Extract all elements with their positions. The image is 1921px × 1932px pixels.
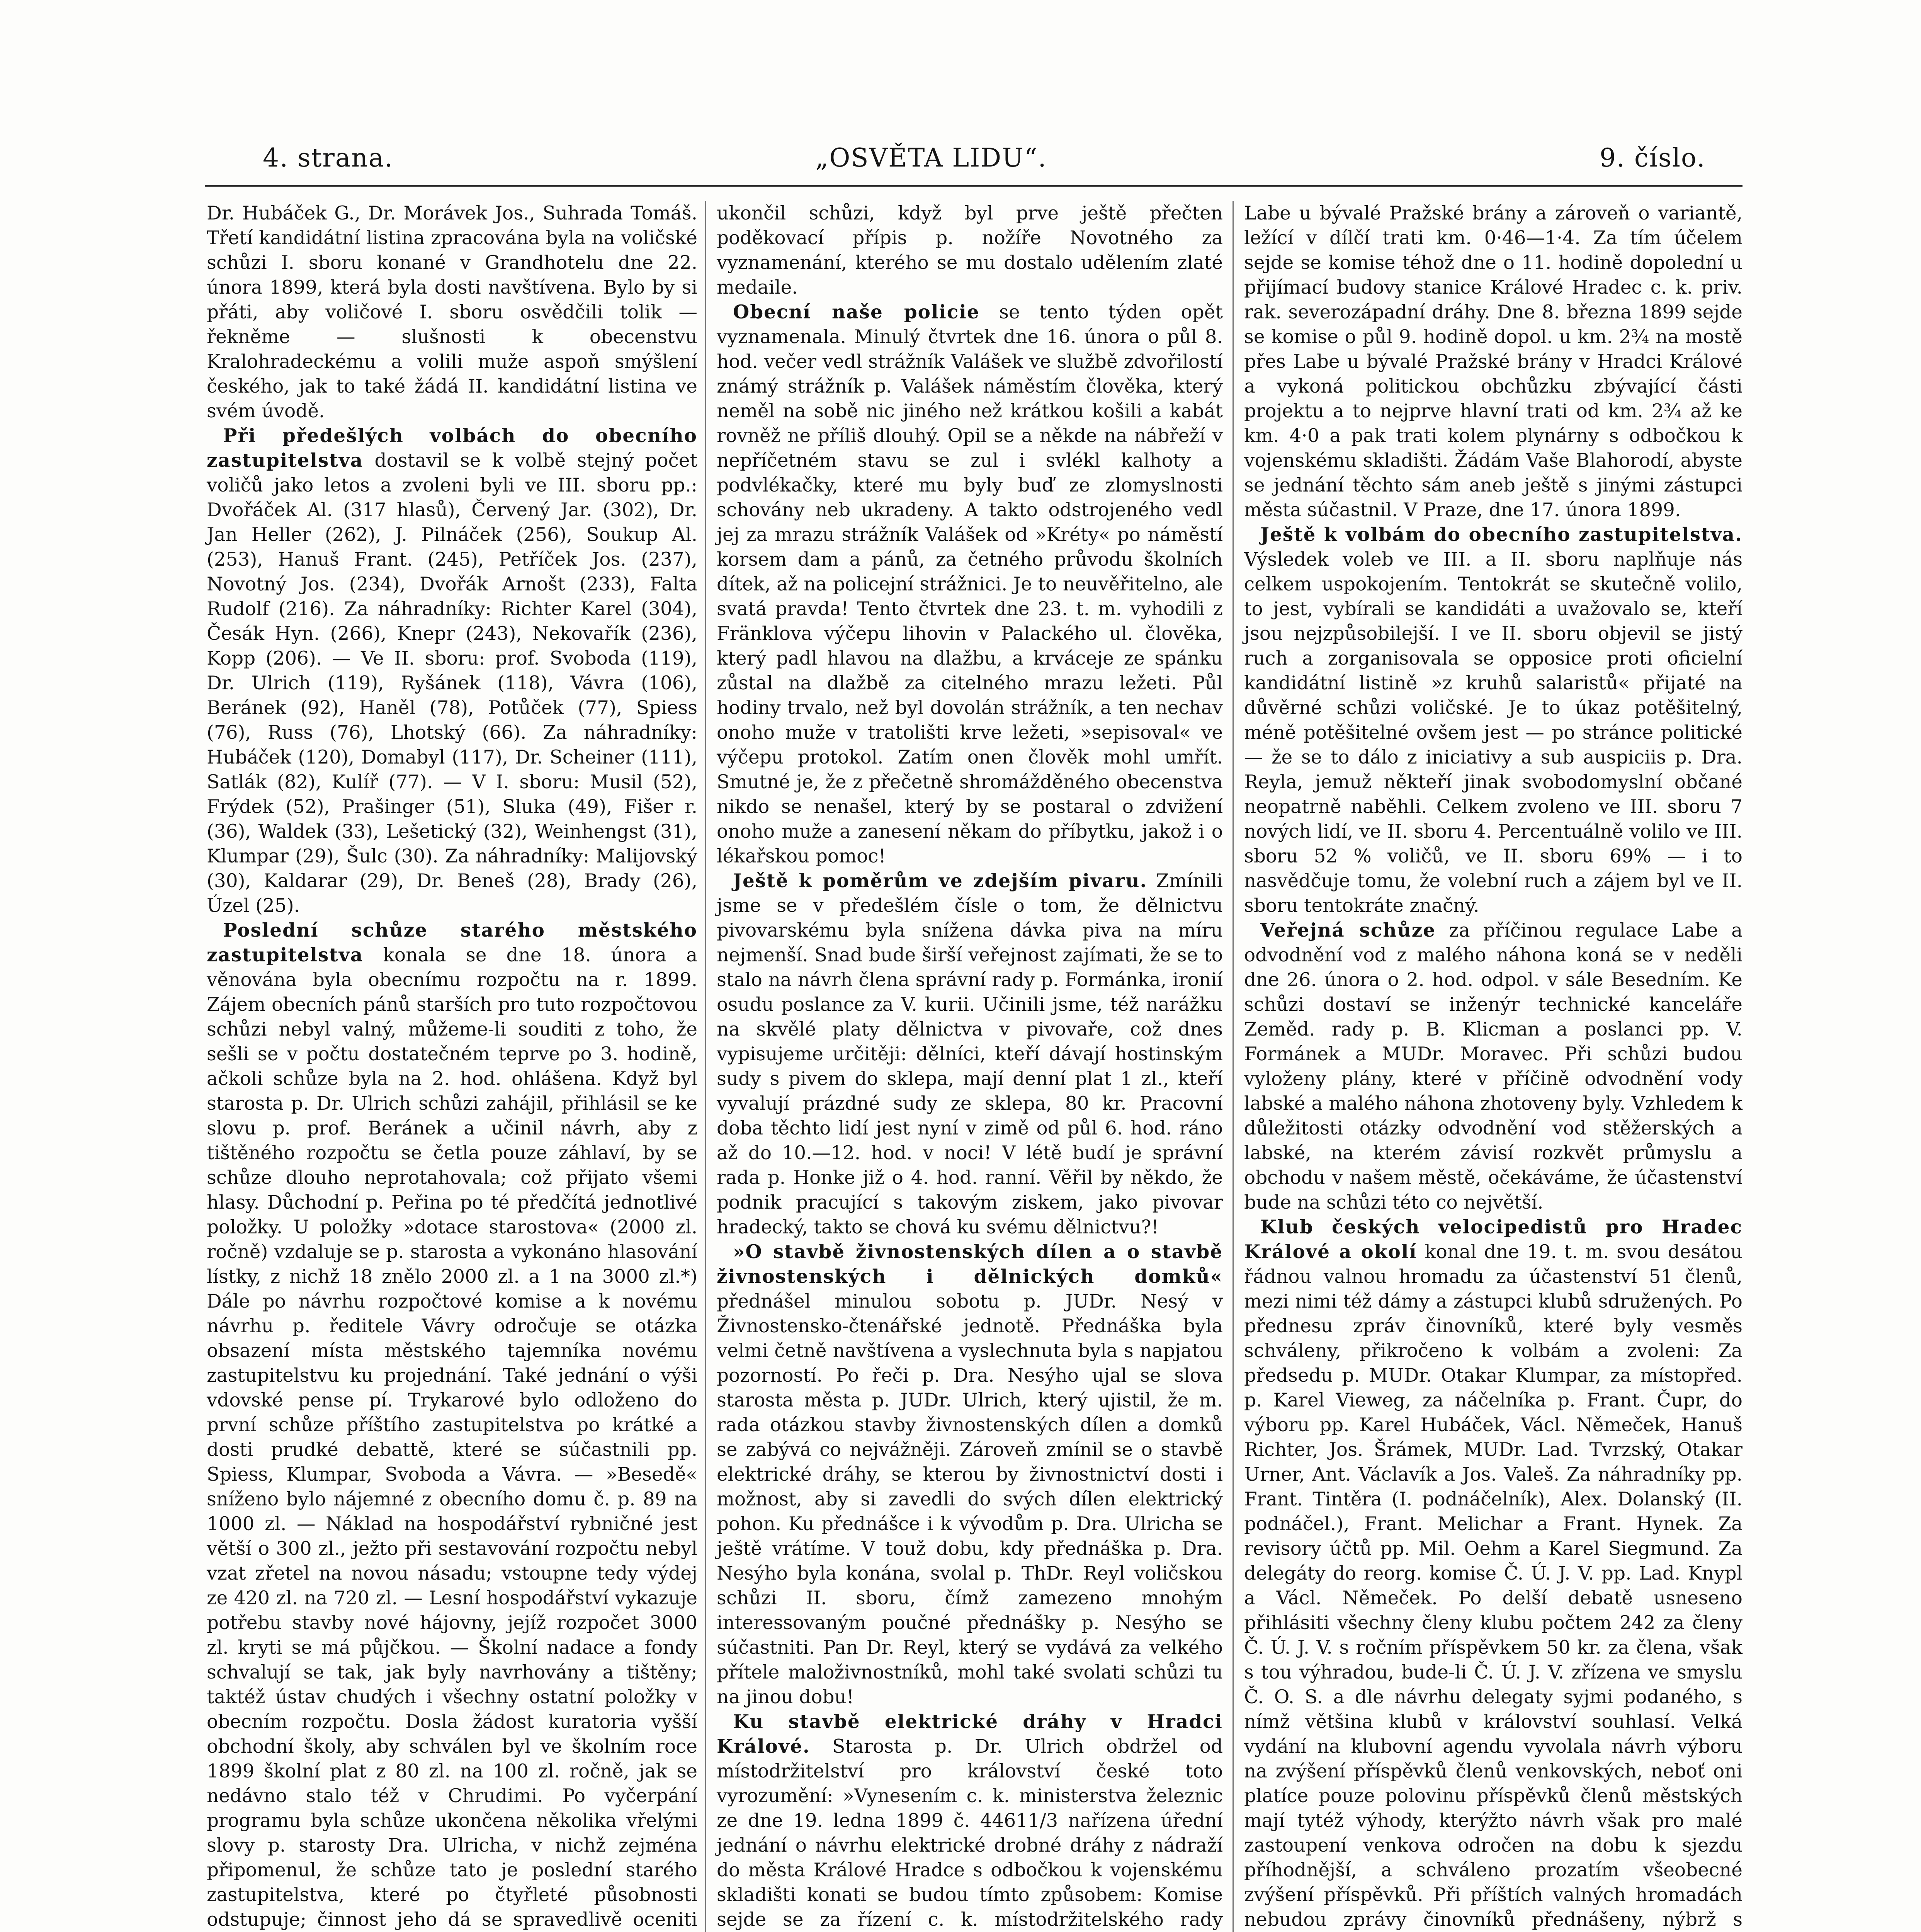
- article-heading: Veřejná schůze: [1260, 919, 1436, 941]
- article-paragraph: [717, 300, 1223, 869]
- article-text: Zmínili jsme se v předešlém čísle o tom, že dělnictvu pivovarskému byla snížena dávka piva na míru nejmenší. Snad bude širší veřejnost zajímati, že se to stalo na návrh člena správní rady p. Formánka, ironií osudu poslance za V. kurii. Učinili jsme, též narážku na skvělé platy dělnictva v pivovaře, což dnes vypisujeme určitěji: dělníci, kteří dávají hostinským sudy s pivem do sklepa, mají denní plat 1 zl., kteří vyvalují prázdné sudy ze sklepa, 80 kr. Pracovní doba těchto lidí jest nyní v zimě od půl 6. hod. ráno až do 10.—12. hod. v noci! V létě budí je správní rada p. Honke již o 4. hod. ranní. Věřil by někdo, že podnik pracující s takovým ziskem, jako pivovar hradecký, takto se chová ku svému dělnictvu?!: [717, 870, 1223, 1238]
- article-heading: Ještě k volbám do obecního zastupitelstva.: [1260, 524, 1742, 546]
- page-number: 4. strana.: [263, 143, 394, 173]
- article-text: dostavil se k volbě stejný počet voličů jako letos a zvoleni byli ve III. sboru pp.: Dvořáček Al. (317 hlasů), Červený Jar. (302), Dr. Jan Heller (262), J. Pilnáček (256), Soukup Al. (253), Hanuš Frant. (245), Petříček Jos. (237), Novotný Jos. (234), Dvořák Arnošt (233), Falta Rudolf (216). Za náhradníky: Richter Karel (304), Česák Hyn. (266), Knepr (243), Nekovařík (236), Kopp (206). — Ve II. sboru: prof. Svoboda (119), Dr. Ulrich (119), Ryšánek (118), Vávra (106), Beránek (92), Haněl (78), Potůček (77), Spiess (76), Russ (76), Lhotský (66). Za náhradníky: Hubáček (120), Domabyl (117), Dr. Scheiner (111), Satlák (82), Kulíř (77). — V I. sboru: Musil (52), Frýdek (52), Prašinger (51), Sluka (49), Fišer r. (36), Waldek (33), Lešetický (32), Weinhengst (31), Klumpar (29), Šulc (30). Za náhradníky: Malijovský (30), Kaldarar (29), Dr. Beneš (28), Brady (26), Úzel (25).: [207, 450, 697, 917]
- article-paragraph: Labe u bývalé Pražské brány a zároveň o variantě, ležící v dílčí trati km. 0·46—1·4. Za tím účelem sejde se komise téhož dne o 11. hodině dopolední u přijímací budovy stanice Králové Hradec c. k. priv. rak. severozápadní dráhy. Dne 8. března 1899 sejde se komise o půl 9. hodině dopol. u km. 2¾ na mostě přes Labe u bývalé Pražské brány v Hradci Králové a vykoná politickou obchůzku zbývající části projektu a to nejprve hlavní trati od km. 2¾ až ke km. 4·0 a pak trati kolem plynárny s odbočkou k vojenskému skladišti. Žádám Vaše Blahorodí, abyste se jednání těchto sám aneb ještě s jinými zástupci města súčastnil. V Praze, dne 17. února 1899.: [1244, 202, 1742, 521]
- header-rule: [205, 185, 1742, 187]
- page-header: [205, 143, 1742, 185]
- article-paragraph: [1244, 1215, 1742, 1932]
- article-text: za příčinou regulace Labe a odvodnění vod z malého náhona koná se v neděli dne 26. února o 2. hod. odpol. v sále Besedním. Ke schůzi dostaví se inženýr technické kanceláře Zeměd. rady p. B. Klicman a poslanci pp. V. Formánek a MUDr. Moravec. Při schůzi budou vyloženy plány, které v příčině odvodnění vody labské a malého náhona zhotoveny byly. Vzhledem k důležitosti otázky odvodnění vod stěžerských a labské, na kterém závisí rozkvět průmyslu a obchodu v našem městě, očekáváme, že účastenství bude na schůzi této co největší.: [1244, 920, 1742, 1213]
- article-paragraph: [207, 423, 697, 918]
- article-paragraph: ukončil schůzi, když byl prve ještě přečten poděkovací přípis p. nožíře Novotného za vyznamenání, kterého se mu dostalo udělením zlaté medaile.: [717, 202, 1223, 298]
- article-paragraph: Dr. Hubáček G., Dr. Morávek Jos., Suhrada Tomáš. Třetí kandidátní listina zpracována byla na voličské schůzi I. sboru konané v Grandhotelu dne 22. února 1899, která byla dosti navštívena. Bylo by si přáti, aby voličové I. sboru osvědčili tolik — řekněme — slušnosti k obecenstvu Kralohradeckému a volili muže aspoň smýšlení českého, jak to také žádá II. kandidátní listina ve svém úvodě.: [207, 202, 697, 422]
- article-paragraph: [207, 918, 697, 1932]
- article-heading: Ku stavbě elektrické dráhy v Hradci Králové.: [717, 1711, 1223, 1757]
- column-2: [717, 201, 1223, 1932]
- article-heading: Při předešlých volbách do obecního zastupitelstva: [207, 425, 697, 471]
- article-text: Starosta p. Dr. Ulrich obdržel od místodržitelství pro království české toto vyrozumění: »Vynesením c. k. ministerstva železnic ze dne 19. ledna 1899 č. 44611/3 nařízena úřední jednání o návrhu elektrické drobné dráhy z nádraží do města Králové Hradce s odbočkou k vojenskému skladišti konati se budou tímto způsobem: Komise sejde se za řízení c. k. místodržitelského rady: [717, 1736, 1223, 1930]
- article-heading: Obecní naše policie: [733, 301, 980, 323]
- article-heading: »O stavbě živnostenských dílen a o stavbě živnostenských i dělnických domků«: [717, 1241, 1223, 1287]
- article-paragraph: [1244, 522, 1742, 918]
- column-divider: [705, 201, 706, 1932]
- article-paragraph: [717, 1709, 1223, 1932]
- article-paragraph: [717, 1240, 1223, 1709]
- article-text: přednášel minulou sobotu p. JUDr. Nesý v Živnostensko-čtenářské jednotě. Přednáška byla velmi četně navštívena a vyslechnuta byla s napjatou pozorností. Po řeči p. Dra. Nesýho ujal se slova starosta města p. JUDr. Ulrich, který ujistil, že m. rada otázkou stavby živnostenských dílen a domků se zabývá co nejvážněji. Zároveň zmínil se o stavbě elektrické dráhy, se kterou by živnostnictví dosti i možnost, aby si zavedli do svých dílen elektrický pohon. Ku přednášce i k vývodům p. Dra. Ulricha se ještě vrátíme. V touž dobu, kdy přednáška p. Dra. Nesýho byla konána, svolal p. ThDr. Reyl voličskou schůzi II. sboru, čímž zamezeno mnohým interessovaným poučné přednášky p. Nesýho se súčastniti. Pan Dr. Reyl, který se vydává za velkého přítele maloživnostníků, mohl také svolati schůzi tu na jinou dobu!: [717, 1291, 1223, 1708]
- article-text: konal dne 19. t. m. svou desátou řádnou valnou hromadu za účastenství 51 členů, mezi nimi též dámy a zástupci klubů sdružených. Po přednesu zpráv činovníků, které byly vesměs schváleny, přikročeno k volbám a zvoleni: Za předsedu p. MUDr. Otakar Klumpar, za místopřed. p. Karel Vieweg, za náčelníka p. Frant. Čupr, do výboru pp. Karel Hubáček, Václ. Němeček, Hanuš Richter, Jos. Šrámek, MUDr. Lad. Tvrzský, Otakar Urner, Ant. Václavík a Jos. Valeš. Za náhradníky pp. Frant. Tintěra (I. podnáčelník), Alex. Dolanský (II. podnáčel.), Frant. Melichar a Frant. Hynek. Za revisory účtů pp. Mil. Oehm a Karel Siegmund. Za delegáty do reorg. komise Č. Ú. J. V. pp. Lad. Knypl a Václ. Němeček. Po delší debatě usneseno přihlásiti všechny členy klubu počtem 242 za členy Č. Ú. J. V. s ročním příspěvkem 50 kr. za člena, však s tou výhradou, bude-li Č. Ú. J. V. zřízena ve smyslu Č. O. S. a dle návrhu delegaty syjmi podaného, s nímž většina klubů v království souhlasí. Velká vydání na klubovní agendu vyvolala návrh výboru na zvýšení příspěvků členů venkovských, neboť oni platíce pouze polovinu příspěvků členů městských mají tytéž výhody, kterýžto návrh však pro malé zastoupení venkova odročen na dobu k sjezdu příhodnější, a schváleno prozatím všeobecné zvýšení příspěvků. Při příštích valných hromadách nebudou zprávy činovníků přednášeny, nýbrž s: [1244, 1241, 1743, 1930]
- column-3: [1244, 201, 1742, 1932]
- article-heading: Klub českých velocipedistů pro Hradec Králové a okolí: [1244, 1216, 1742, 1263]
- article-paragraph: [717, 869, 1223, 1240]
- column-divider: [1232, 201, 1234, 1932]
- article-text: Výsledek voleb ve III. a II. sboru naplňuje nás celkem uspokojením. Tentokrát se skutečně volilo, to jest, vybírali se kandidáti a uvažovalo se, kteří jsou nejzpůsobilejší. I ve II. sboru objevil se jistý ruch a zorganisovala se opposice proti oficielní kandidátní listině »z kruhů salaristů« přijaté na důvěrné schůzi voličské. Je to úkaz potěšitelný, méně potěšitelné ovšem jest — po stránce politické — že se to dálo z iniciativy a sub auspiciis p. Dra. Reyla, jemuž někteří jinak svobodomyslní občané neopatrně naběhli. Celkem zvoleno ve III. sboru 7 nových lidí, ve II. sboru 4. Percentuálně volilo ve III. sboru 52 % voličů, ve II. sboru 69% — i to nasvědčuje tomu, že volební ruch a zájem byl ve II. sboru tentokráte značný.: [1244, 549, 1742, 917]
- article-text: konala se dne 18. února a věnována byla obecnímu rozpočtu na r. 1899. Zájem obecních pánů starších pro tuto rozpočtovou schůzi nebyl valný, můžeme-li souditi z toho, že sešli se v počtu dostatečném teprve po 3. hodině, ačkoli schůze byla na 2. hod. ohlášena. Když byl starosta p. Dr. Ulrich schůzi zahájil, přihlásil se ke slovu p. prof. Beránek a učinil návrh, aby z tištěného rozpočtu se četla pouze záhlaví, by se schůze dlouho neprotahovala; což přijato všemi hlasy. Důchodní p. Peřina po té předčítá jednotlivé položky. U položky »dotace starostova« (2000 zl. ročně) vzdaluje se p. starosta a vykonáno hlasování lístky, z nichž 18 znělo 2000 zl. a 1 na 3000 zl.*) Dále po návrhu rozpočtové komise a k novému návrhu p. ředitele Vávry odročuje se otázka obsazení místa městského tajemníka novému zastupitelstvu ku projednání. Také jednání o výši vdovské pense pí. Trykarové bylo odloženo do první schůze příštího zastupitelstva po krátké a dosti prudké debattě, které se súčastnili pp. Spiess, Klumpar, Svoboda a Vávra. — »Besedě« sníženo bylo nájemné z obecního domu č. p. 89 na 1000 zl. — Náklad na hospodářství rybničné jest větší o 300 zl., ježto při sestavování rozpočtu nebyl vzat zřetel na novou násadu; vstoupne tedy výdej ze 420 zl. na 720 zl. — Lesní hospodářství vykazuje potřebu stavby nové hájovny, jejíž rozpočet 3000 zl. kryti se má půjčkou. — Školní nadace a fondy schvalují se tak, jak byly navrhovány a tištěny; taktéž ústav chudých i všechny ostatní položky v obecním rozpočtu. Dosla žádost kuratoria vyšší obchodní školy, aby schválen byl ve školním roce 1899 školní plat z 80 zl. na 100 zl. ročně, jak se nedávno stalo též v Chrudimi. Po vyčerpání programu byla schůze ukončena několika vřelými slovy p. starosty Dra. Ulricha, v nichž zejména připomenul, že schůze tato je poslední starého zastupitelstva, které po čtyřleté působnosti odstupuje; činnost jeho dá se spravedlivě oceniti: [207, 944, 697, 1930]
- article-paragraph: [1244, 918, 1742, 1215]
- issue-number: 9. číslo.: [1600, 143, 1706, 173]
- article-text: se tento týden opět vyznamenala. Minulý čtvrtek dne 16. února o půl 8. hod. večer vedl strážník Valášek ve službě zdvořilostí známý strážník p. Valášek náměstím člověka, který neměl na sobě nic jiného než krátkou košili a kabát rovněž ne příliš dlouhý. Opil se a někde na nábřeží v nepříčetném stavu se zul i svlékl kalhoty a podvlékačky, které mu byly buď ze zlomyslnosti schovány neb ukradeny. A takto odstrojeného vedl jej za mrazu strážník Valášek od »Kréty« po náměstí korsem dam a pánů, za četného průvodu školních dítek, až na policejní strážnici. Je to neuvěřitelno, ale svatá pravda! Tento čtvrtek dne 23. t. m. vyhodili z Fränklova výčepu lihovin v Palackého ul. člověka, který padl hlavou na dlažbu, a krváceje ze spánku zůstal na dlažbě za citelného mrazu ležeti. Půl hodiny trvalo, než byl dovolán strážník, a ten nechav onoho muže v tratolišti krve ležeti, »sepisoval« ve výčepu protokol. Zatím onen člověk mohl umřít. Smutné je, že z přečetně shromážděného obecenstva nikdo se nenašel, který by se postaral o zdvižení onoho muže a zanesení někam do příbytku, jakož i o lékařskou pomoc!: [717, 301, 1223, 867]
- column-1: [207, 201, 697, 1932]
- newspaper-title: „OSVĚTA LIDU“.: [815, 143, 1047, 173]
- article-heading: Ještě k poměrům ve zdejším pivaru.: [733, 870, 1148, 892]
- article-heading: Poslední schůze starého městského zastupitelstva: [207, 919, 697, 966]
